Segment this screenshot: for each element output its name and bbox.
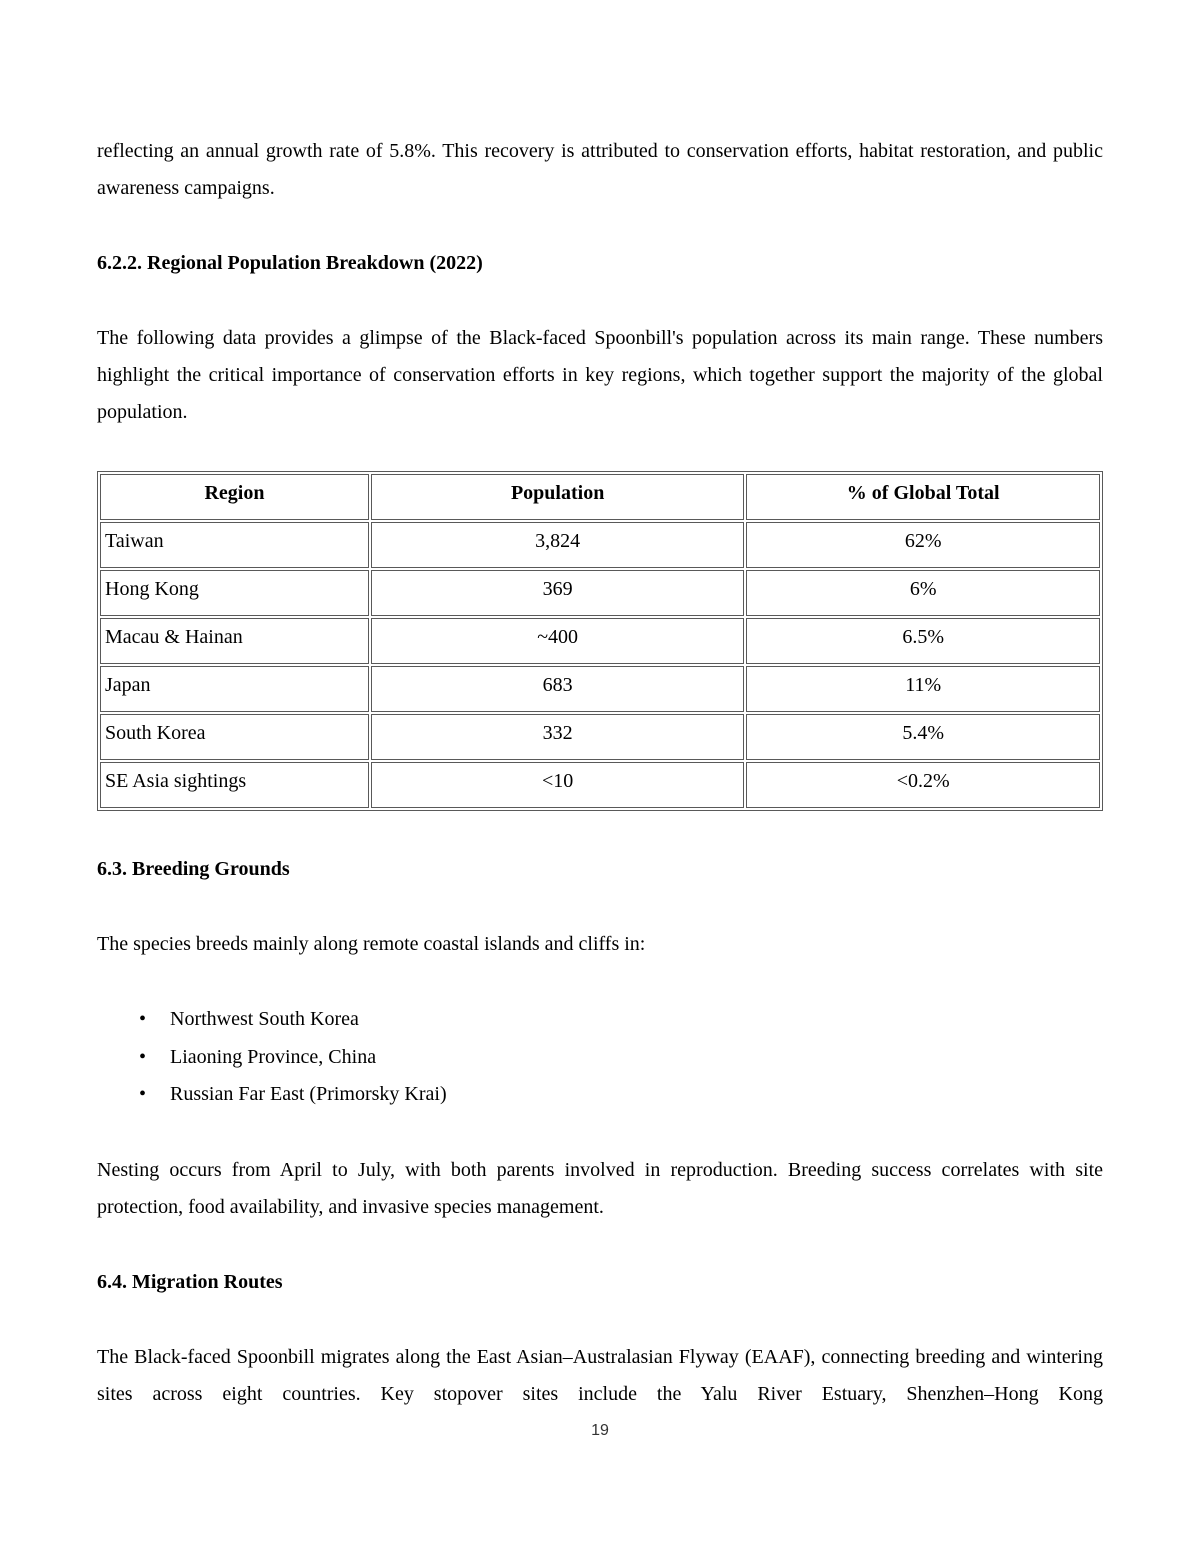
heading-breeding-grounds: 6.3. Breeding Grounds bbox=[97, 858, 290, 880]
cell-region: Japan bbox=[100, 666, 369, 712]
paragraph-migration: The Black-faced Spoonbill migrates along the East Asian–Australasian Flyway (EAAF), connecting breeding and wintering sites across eight countries. Key stopover sites include the Yalu River Estuary, Shenzhen–Hong Kong bbox=[97, 1345, 1103, 1405]
cell-percent: 11% bbox=[746, 666, 1100, 712]
breeding-locations-list bbox=[97, 1001, 1103, 1114]
cell-region: Macau & Hainan bbox=[100, 618, 369, 664]
list-item: • Russian Far East (Primorsky Krai) bbox=[97, 1076, 1103, 1114]
table-row bbox=[100, 618, 1100, 664]
table-row bbox=[100, 666, 1100, 712]
paragraph-growth-rate: reflecting an annual growth rate of 5.8%. This recovery is attributed to conservation efforts, habitat restoration, and public awareness campaigns. bbox=[97, 140, 1103, 199]
cell-percent: <0.2% bbox=[746, 762, 1100, 808]
list-item: • Northwest South Korea bbox=[97, 1001, 1103, 1039]
cell-percent: 62% bbox=[746, 522, 1100, 568]
cell-population: 332 bbox=[371, 714, 745, 760]
cell-population: 683 bbox=[371, 666, 745, 712]
cell-population: ~400 bbox=[371, 618, 745, 664]
heading-regional-population-breakdown: 6.2.2. Regional Population Breakdown (2022) bbox=[97, 252, 483, 274]
cell-region: South Korea bbox=[100, 714, 369, 760]
cell-population: <10 bbox=[371, 762, 745, 808]
table-row bbox=[100, 570, 1100, 616]
table-header-region: Region bbox=[100, 474, 369, 520]
heading-migration-routes: 6.4. Migration Routes bbox=[97, 1270, 283, 1293]
cell-region: SE Asia sightings bbox=[100, 762, 369, 808]
cell-percent: 5.4% bbox=[746, 714, 1100, 760]
document-content bbox=[97, 133, 1103, 1451]
cell-percent: 6.5% bbox=[746, 618, 1100, 664]
table-header-row bbox=[100, 474, 1100, 520]
regional-population-table bbox=[97, 471, 1103, 811]
table-header-global-total: % of Global Total bbox=[746, 474, 1100, 520]
cell-population: 3,824 bbox=[371, 522, 745, 568]
table-row bbox=[100, 762, 1100, 808]
paragraph-nesting: Nesting occurs from April to July, with both parents involved in reproduction. Breeding success correlates with site protection, food availability, and invasive species management. bbox=[97, 1158, 1103, 1218]
list-item: • Liaoning Province, China bbox=[97, 1039, 1103, 1077]
page-number: 19 bbox=[591, 1422, 609, 1439]
paragraph-breeding-intro: The species breeds mainly along remote coastal islands and cliffs in: bbox=[97, 933, 646, 955]
table-row bbox=[100, 714, 1100, 760]
cell-population: 369 bbox=[371, 570, 745, 616]
table-header-population: Population bbox=[371, 474, 745, 520]
cell-region: Taiwan bbox=[100, 522, 369, 568]
cell-percent: 6% bbox=[746, 570, 1100, 616]
cell-region: Hong Kong bbox=[100, 570, 369, 616]
paragraph-population-intro: The following data provides a glimpse of the Black-faced Spoonbill's population across its main range. These numbers highlight the critical importance of conservation efforts in key regions, which together support the majority of the global population. bbox=[97, 327, 1103, 423]
table-row bbox=[100, 522, 1100, 568]
